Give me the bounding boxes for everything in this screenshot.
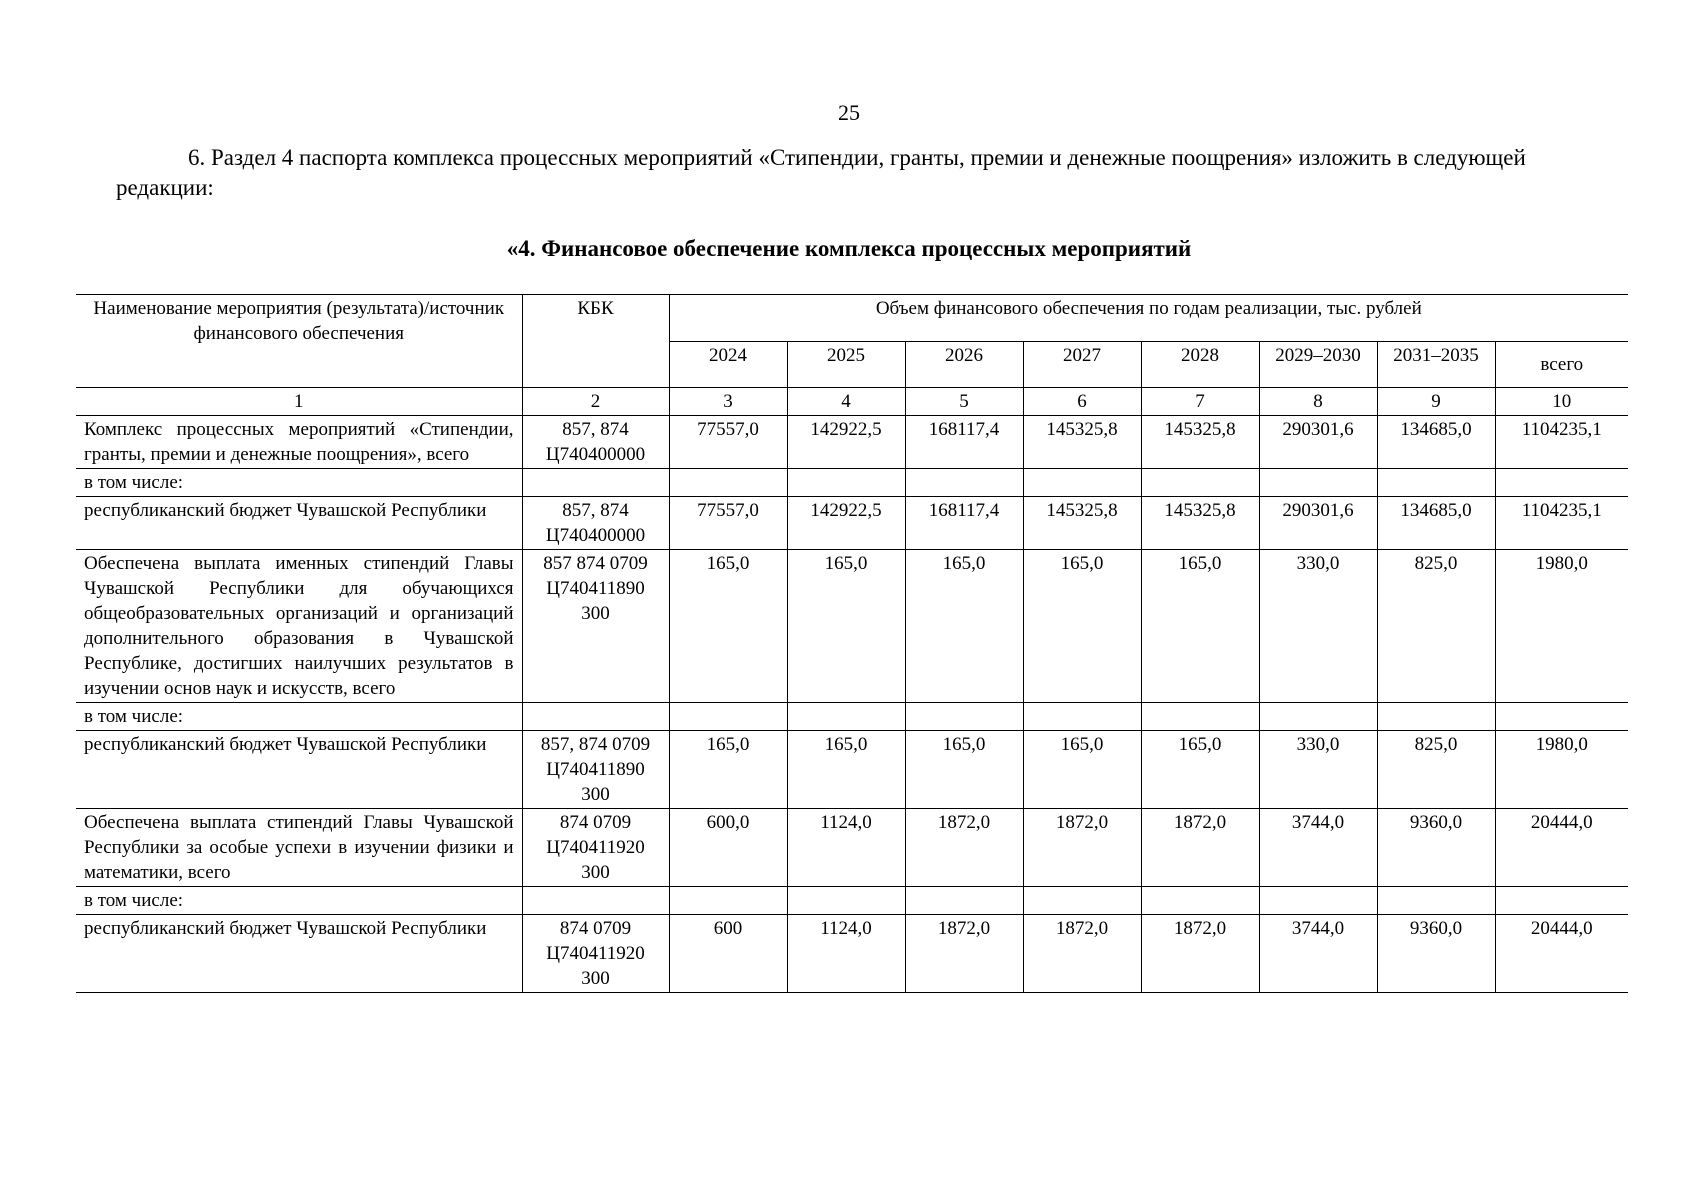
row-total: 1104235,1 xyxy=(1495,416,1628,469)
header-year: 2027 xyxy=(1023,341,1141,388)
header-year: 2024 xyxy=(669,341,787,388)
row-value: 165,0 xyxy=(1023,550,1141,703)
row-value: 290301,6 xyxy=(1259,497,1377,550)
column-number: 9 xyxy=(1377,388,1495,416)
column-number: 3 xyxy=(669,388,787,416)
row-total: 1980,0 xyxy=(1495,550,1628,703)
table-row xyxy=(76,809,1628,887)
row-kbk: 857 874 0709 Ц740411890 300 xyxy=(522,550,669,703)
row-kbk: 857, 874 0709 Ц740411890 300 xyxy=(522,731,669,809)
intro-paragraph: 6. Раздел 4 паспорта комплекса процессных мероприятий «Стипендии, гранты, премии и денежные поощрения» изложить в следующей редакции: xyxy=(116,145,1526,200)
row-total: 1104235,1 xyxy=(1495,497,1628,550)
row-total: 1980,0 xyxy=(1495,731,1628,809)
row-name: в том числе: xyxy=(76,887,522,915)
header-year: 2031–2035 xyxy=(1377,341,1495,388)
row-value: 600 xyxy=(669,915,787,993)
row-kbk: 874 0709 Ц740411920 300 xyxy=(522,915,669,993)
row-value: 1872,0 xyxy=(1141,915,1259,993)
row-value: 165,0 xyxy=(905,731,1023,809)
row-value: 600,0 xyxy=(669,809,787,887)
header-year: 2028 xyxy=(1141,341,1259,388)
row-value: 1124,0 xyxy=(787,809,905,887)
row-value: 9360,0 xyxy=(1377,915,1495,993)
row-value: 1872,0 xyxy=(1023,809,1141,887)
row-name: в том числе: xyxy=(76,703,522,731)
row-value: 825,0 xyxy=(1377,731,1495,809)
row-value: 165,0 xyxy=(787,731,905,809)
row-total: 20444,0 xyxy=(1495,809,1628,887)
row-kbk: 857, 874 Ц740400000 xyxy=(522,497,669,550)
row-value: 168117,4 xyxy=(905,416,1023,469)
row-value: 134685,0 xyxy=(1377,416,1495,469)
row-value: 165,0 xyxy=(1141,731,1259,809)
row-value: 145325,8 xyxy=(1141,416,1259,469)
row-value: 1872,0 xyxy=(905,809,1023,887)
table-row xyxy=(76,550,1628,703)
column-number: 5 xyxy=(905,388,1023,416)
table-row-subheading xyxy=(76,703,1628,731)
row-value: 165,0 xyxy=(787,550,905,703)
header-name: Наименование мероприятия (результата)/источник финансового обеспечения xyxy=(76,295,522,388)
row-value: 165,0 xyxy=(1023,731,1141,809)
header-kbk: КБК xyxy=(522,295,669,388)
table-row-subheading xyxy=(76,469,1628,497)
row-name: республиканский бюджет Чувашской Республики xyxy=(76,731,522,809)
row-value: 77557,0 xyxy=(669,497,787,550)
row-name: Обеспечена выплата именных стипендий Главы Чувашской Республики для обучающихся общеобразовательных организаций и организаций дополнительного образования в Чувашской Республике, достигших наилучших результатов в изучении основ наук и искусств, всего xyxy=(76,550,522,703)
section-title: «4. Финансовое обеспечение комплекса процессных мероприятий xyxy=(506,236,1192,261)
page-number: 25 xyxy=(838,100,860,125)
row-name: Обеспечена выплата стипендий Главы Чувашской Республики за особые успехи в изучении физики и математики, всего xyxy=(76,809,522,887)
row-name: республиканский бюджет Чувашской Республики xyxy=(76,915,522,993)
row-kbk: 857, 874 Ц740400000 xyxy=(522,416,669,469)
column-number: 6 xyxy=(1023,388,1141,416)
row-value: 168117,4 xyxy=(905,497,1023,550)
row-value: 134685,0 xyxy=(1377,497,1495,550)
column-number: 1 xyxy=(76,388,522,416)
column-number: 10 xyxy=(1495,388,1628,416)
financing-table xyxy=(76,294,1628,993)
row-value: 290301,6 xyxy=(1259,416,1377,469)
row-value: 330,0 xyxy=(1259,731,1377,809)
table-row-subheading xyxy=(76,887,1628,915)
row-value: 165,0 xyxy=(905,550,1023,703)
column-number: 7 xyxy=(1141,388,1259,416)
row-total: 20444,0 xyxy=(1495,915,1628,993)
row-value: 165,0 xyxy=(669,731,787,809)
header-year: 2029–2030 xyxy=(1259,341,1377,388)
row-value: 1872,0 xyxy=(1141,809,1259,887)
row-value: 77557,0 xyxy=(669,416,787,469)
row-value: 145325,8 xyxy=(1141,497,1259,550)
table-row xyxy=(76,915,1628,993)
row-value: 142922,5 xyxy=(787,416,905,469)
table-row xyxy=(76,416,1628,469)
row-value: 142922,5 xyxy=(787,497,905,550)
column-number: 2 xyxy=(522,388,669,416)
row-value: 145325,8 xyxy=(1023,497,1141,550)
column-number: 8 xyxy=(1259,388,1377,416)
header-year: 2026 xyxy=(905,341,1023,388)
row-value: 1124,0 xyxy=(787,915,905,993)
row-value: 3744,0 xyxy=(1259,809,1377,887)
row-value: 1872,0 xyxy=(905,915,1023,993)
row-value: 145325,8 xyxy=(1023,416,1141,469)
header-year: 2025 xyxy=(787,341,905,388)
header-total: всего xyxy=(1495,341,1628,388)
row-value: 9360,0 xyxy=(1377,809,1495,887)
column-numbers-row xyxy=(76,388,1628,416)
column-number: 4 xyxy=(787,388,905,416)
row-kbk: 874 0709 Ц740411920 300 xyxy=(522,809,669,887)
row-value: 165,0 xyxy=(1141,550,1259,703)
row-name: республиканский бюджет Чувашской Республики xyxy=(76,497,522,550)
row-name: в том числе: xyxy=(76,469,522,497)
table-row xyxy=(76,497,1628,550)
row-value: 3744,0 xyxy=(1259,915,1377,993)
row-value: 1872,0 xyxy=(1023,915,1141,993)
row-value: 825,0 xyxy=(1377,550,1495,703)
row-value: 165,0 xyxy=(669,550,787,703)
row-value: 330,0 xyxy=(1259,550,1377,703)
row-name: Комплекс процессных мероприятий «Стипендии, гранты, премии и денежные поощрения», всего xyxy=(76,416,522,469)
header-volume: Объем финансового обеспечения по годам реализации, тыс. рублей xyxy=(669,295,1628,342)
table-row xyxy=(76,731,1628,809)
